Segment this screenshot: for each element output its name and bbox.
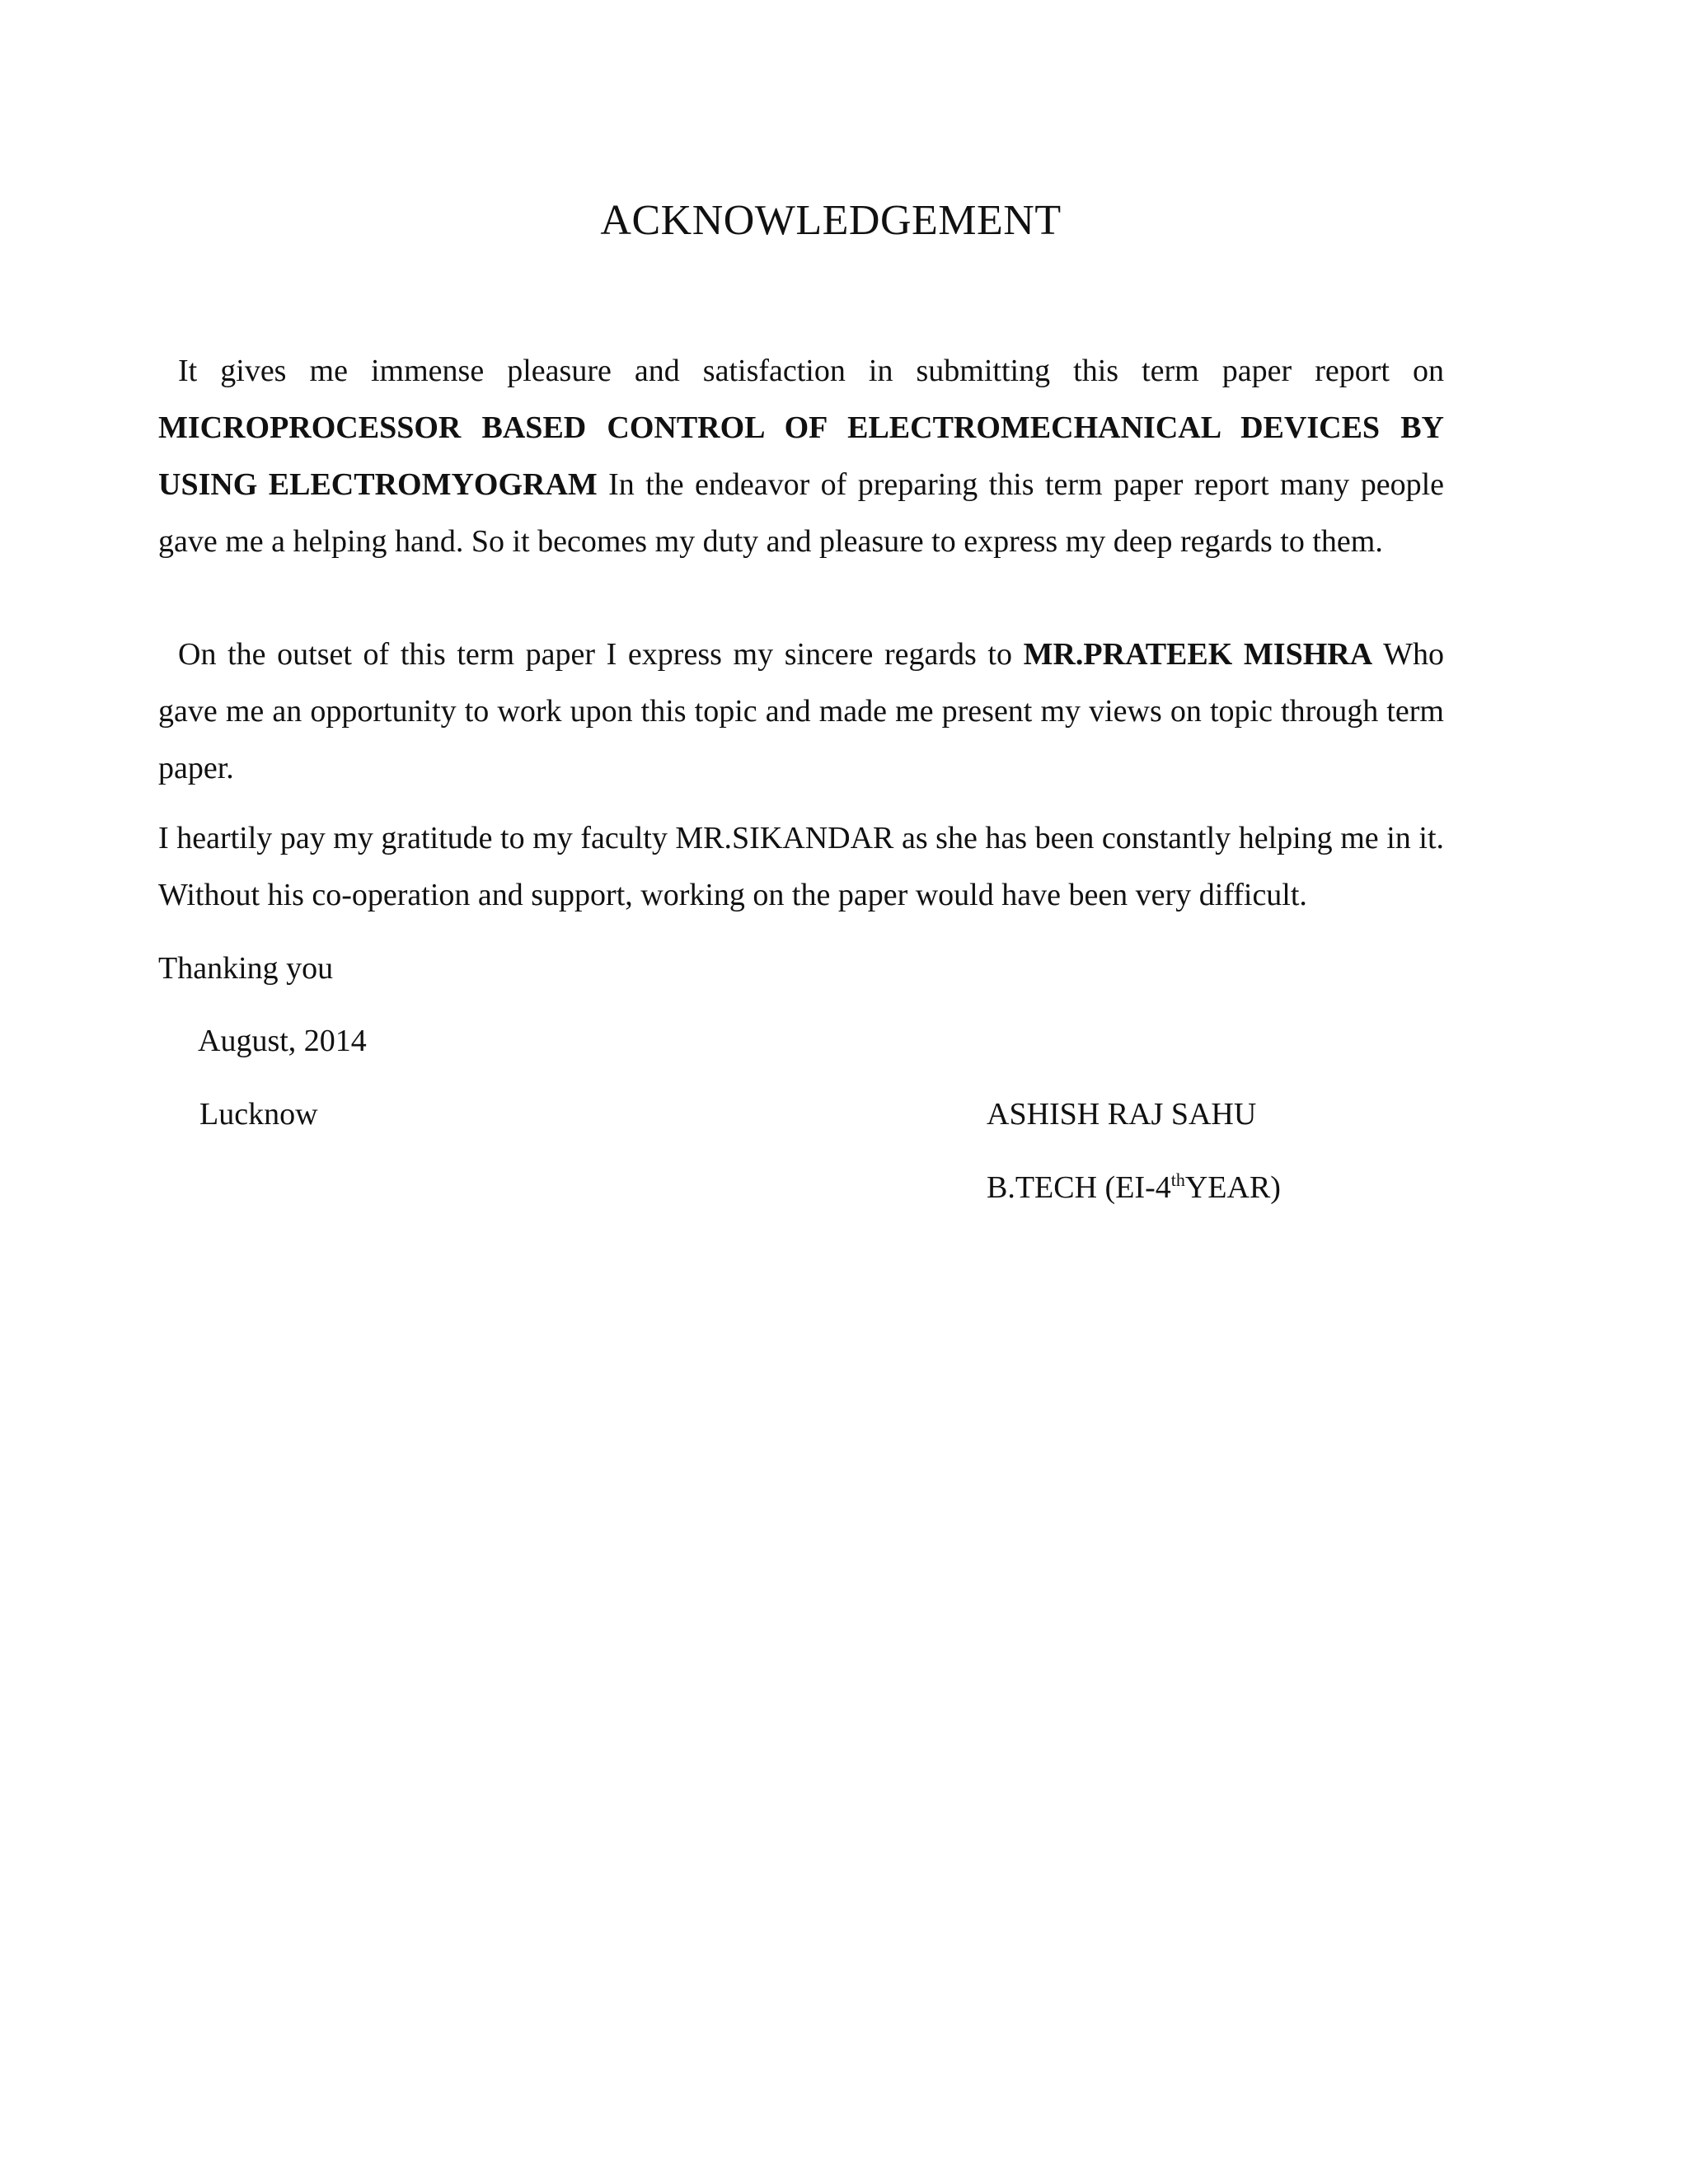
closing-text: Thanking you [158,951,334,986]
paragraph-guide [158,626,1444,797]
paragraph-faculty: I heartily pay my gratitude to my faculty MR.SIKANDAR as she has been constantly helping me in it. Without his co-operation and support, working on the paper would have been very difficult. [158,821,1444,912]
page-title: ACKNOWLEDGEMENT [600,197,1062,244]
date-text: August, 2014 [198,1024,367,1058]
guide-name: MR.PRATEEK MISHRA [1023,637,1373,672]
paragraph-intro-text: It gives me immense pleasure and satisfaction in submitting this term paper report on [178,354,1444,388]
course-superscript: th [1170,1169,1185,1190]
paragraph-intro [158,343,1444,570]
place-text: Lucknow [199,1097,318,1132]
paragraph-guide-text: On the outset of this term paper I express my sincere regards to [178,637,1024,672]
paragraph-intro-rest: In the endeavor of preparing this term paper report many people gave me a helping hand. So it becomes my duty and pleasure to express my deep regards to them. [158,467,1444,559]
paragraph-guide-rest: Who gave me an opportunity to work upon this topic and made me present my views on topic through term paper. [158,637,1444,785]
course-prefix: B.TECH (EI-4 [987,1170,1171,1205]
course-suffix: YEAR) [1184,1170,1281,1205]
author-name: ASHISH RAJ SAHU [987,1097,1257,1132]
course-info [987,1167,1281,1208]
paper-topic: MICROPROCESSOR BASED CONTROL OF ELECTROMECHANICAL DEVICES BY USING ELECTROMYOGRAM [158,410,1444,502]
